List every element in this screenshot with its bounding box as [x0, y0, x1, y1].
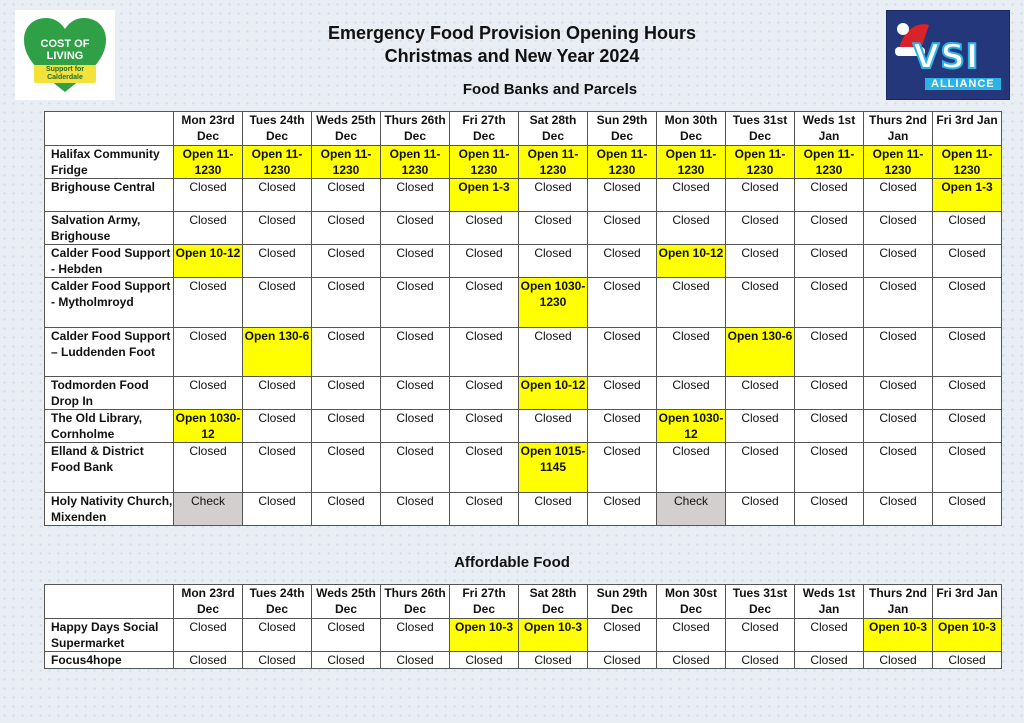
day-header: Thurs 2nd Jan — [864, 112, 933, 146]
hours-cell: Closed — [933, 493, 1002, 526]
hours-cell: Closed — [519, 245, 588, 278]
hours-cell: Open 1030-12 — [657, 410, 726, 443]
hours-cell: Closed — [864, 493, 933, 526]
hours-cell: Closed — [933, 212, 1002, 245]
day-header: Tues 24th Dec — [243, 585, 312, 619]
hours-cell: Closed — [933, 278, 1002, 328]
day-header: Mon 23rd Dec — [174, 585, 243, 619]
hours-cell: Closed — [933, 410, 1002, 443]
hours-cell: Closed — [657, 328, 726, 377]
hours-cell: Closed — [312, 410, 381, 443]
hours-cell: Open 10-12 — [519, 377, 588, 410]
hours-cell: Closed — [795, 179, 864, 212]
hours-cell: Closed — [588, 443, 657, 493]
hours-cell: Closed — [726, 377, 795, 410]
table-row — [45, 443, 1002, 493]
hours-cell: Open 10-3 — [519, 619, 588, 652]
hours-cell: Closed — [657, 377, 726, 410]
hours-cell: Closed — [726, 493, 795, 526]
location-name: Brighouse Central — [45, 179, 174, 212]
location-name: Calder Food Support - Hebden — [45, 245, 174, 278]
hours-cell: Closed — [933, 652, 1002, 669]
hours-cell: Closed — [795, 377, 864, 410]
hours-cell: Closed — [795, 443, 864, 493]
vsi-main-text: VSI — [913, 37, 980, 77]
hours-cell: Closed — [657, 212, 726, 245]
hours-cell: Open 11-1230 — [519, 146, 588, 179]
food-banks-heading: Food Banks and Parcels — [462, 81, 638, 98]
hours-cell: Closed — [174, 619, 243, 652]
hours-cell: Closed — [726, 179, 795, 212]
logo-line1: COST OF — [40, 38, 90, 50]
hours-cell: Open 1030-12 — [174, 410, 243, 443]
hours-cell: Closed — [588, 212, 657, 245]
hours-cell: Open 10-12 — [174, 245, 243, 278]
location-name: Calder Food Support – Luddenden Foot — [45, 328, 174, 377]
hours-cell: Closed — [519, 652, 588, 669]
logo-line2: LIVING — [46, 50, 84, 62]
hours-cell: Closed — [312, 328, 381, 377]
corner-cell — [45, 585, 174, 619]
hours-cell: Closed — [312, 493, 381, 526]
hours-cell: Open 1015-1145 — [519, 443, 588, 493]
table-row — [45, 212, 1002, 245]
table-row — [45, 377, 1002, 410]
hours-cell: Open 1-3 — [933, 179, 1002, 212]
hours-cell: Closed — [864, 278, 933, 328]
hours-cell: Open 11-1230 — [174, 146, 243, 179]
header-row — [45, 112, 1002, 146]
page-subtitle: Christmas and New Year 2024 — [384, 46, 640, 66]
hours-cell: Closed — [726, 278, 795, 328]
hours-cell: Closed — [174, 328, 243, 377]
hours-cell: Closed — [933, 443, 1002, 493]
location-name: Holy Nativity Church, Mixenden — [45, 493, 174, 526]
hours-cell: Open 11-1230 — [312, 146, 381, 179]
hours-cell: Closed — [588, 377, 657, 410]
hours-cell: Closed — [243, 619, 312, 652]
hours-cell: Closed — [864, 212, 933, 245]
hours-cell: Closed — [519, 212, 588, 245]
hours-cell: Closed — [243, 278, 312, 328]
hours-cell: Open 1-3 — [450, 179, 519, 212]
hours-cell: Closed — [174, 179, 243, 212]
hours-cell: Closed — [795, 328, 864, 377]
hours-cell: Closed — [174, 652, 243, 669]
hours-cell: Closed — [450, 212, 519, 245]
hours-cell: Closed — [588, 410, 657, 443]
hours-cell: Closed — [381, 493, 450, 526]
table-row — [45, 179, 1002, 212]
day-header: Fri 3rd Jan — [933, 585, 1002, 619]
hours-cell: Closed — [312, 179, 381, 212]
hours-cell: Closed — [519, 179, 588, 212]
food-banks-table — [44, 111, 1002, 526]
day-header: Tues 24th Dec — [243, 112, 312, 146]
location-name: Elland & District Food Bank — [45, 443, 174, 493]
hours-cell: Closed — [588, 179, 657, 212]
hours-cell: Closed — [243, 377, 312, 410]
day-header: Weds 25th Dec — [312, 112, 381, 146]
hours-cell: Closed — [450, 493, 519, 526]
location-name: Happy Days Social Supermarket — [45, 619, 174, 652]
hours-cell: Closed — [243, 493, 312, 526]
hours-cell: Closed — [312, 377, 381, 410]
hours-cell: Closed — [795, 493, 864, 526]
hours-cell: Open 1030-1230 — [519, 278, 588, 328]
hours-cell: Closed — [795, 278, 864, 328]
hours-cell: Closed — [312, 619, 381, 652]
location-name: Focus4hope — [45, 652, 174, 669]
table-row — [45, 146, 1002, 179]
hours-cell: Closed — [312, 278, 381, 328]
hours-cell: Closed — [450, 443, 519, 493]
hours-cell: Open 10-3 — [933, 619, 1002, 652]
hours-cell: Closed — [726, 652, 795, 669]
hours-cell: Closed — [243, 179, 312, 212]
day-header: Tues 31st Dec — [726, 585, 795, 619]
table-row — [45, 652, 1002, 669]
hours-cell: Closed — [864, 179, 933, 212]
hours-cell: Closed — [243, 443, 312, 493]
hours-cell: Closed — [588, 278, 657, 328]
hours-cell: Closed — [864, 245, 933, 278]
location-name: Halifax Community Fridge — [45, 146, 174, 179]
hours-cell: Closed — [174, 443, 243, 493]
hours-cell: Closed — [450, 278, 519, 328]
hours-cell: Closed — [795, 410, 864, 443]
corner-cell — [45, 112, 174, 146]
day-header: Sat 28th Dec — [519, 585, 588, 619]
hours-cell: Closed — [243, 410, 312, 443]
hours-cell: Open 10-3 — [864, 619, 933, 652]
hours-cell: Closed — [174, 212, 243, 245]
location-name: Salvation Army, Brighouse — [45, 212, 174, 245]
day-header: Thurs 26th Dec — [381, 585, 450, 619]
hours-cell: Closed — [243, 212, 312, 245]
day-header: Sat 28th Dec — [519, 112, 588, 146]
hours-cell: Open 11-1230 — [243, 146, 312, 179]
hours-cell: Open 11-1230 — [933, 146, 1002, 179]
hours-cell: Closed — [657, 443, 726, 493]
hours-cell: Open 11-1230 — [864, 146, 933, 179]
hours-cell: Closed — [588, 493, 657, 526]
hours-cell: Closed — [381, 278, 450, 328]
table-row — [45, 328, 1002, 377]
hours-cell: Closed — [795, 245, 864, 278]
hours-cell: Closed — [726, 212, 795, 245]
hours-cell: Closed — [726, 443, 795, 493]
hours-cell: Open 130-6 — [243, 328, 312, 377]
day-header: Fri 27th Dec — [450, 112, 519, 146]
hours-cell: Closed — [726, 619, 795, 652]
hours-cell: Closed — [450, 410, 519, 443]
location-name: Todmorden Food Drop In — [45, 377, 174, 410]
hours-cell: Closed — [381, 443, 450, 493]
hours-cell: Open 11-1230 — [381, 146, 450, 179]
hours-cell: Closed — [243, 652, 312, 669]
header-row — [45, 585, 1002, 619]
location-name: Calder Food Support - Mytholmroyd — [45, 278, 174, 328]
hours-cell: Closed — [381, 179, 450, 212]
hours-cell: Closed — [450, 328, 519, 377]
hours-cell: Closed — [795, 652, 864, 669]
hours-cell: Closed — [312, 212, 381, 245]
hours-cell: Closed — [588, 245, 657, 278]
hours-cell: Closed — [864, 328, 933, 377]
hours-cell: Open 10-12 — [657, 245, 726, 278]
hours-cell: Check — [174, 493, 243, 526]
hours-cell: Closed — [933, 328, 1002, 377]
hours-cell: Closed — [864, 410, 933, 443]
hours-cell: Open 10-3 — [450, 619, 519, 652]
hours-cell: Closed — [243, 245, 312, 278]
hours-cell: Closed — [381, 619, 450, 652]
affordable-food-table — [44, 584, 1002, 669]
hours-cell: Closed — [657, 278, 726, 328]
page-title: Emergency Food Provision Opening Hours — [327, 23, 697, 43]
day-header: Thurs 26th Dec — [381, 112, 450, 146]
day-header: Mon 30th Dec — [657, 112, 726, 146]
hours-cell: Closed — [312, 443, 381, 493]
hours-cell: Closed — [657, 619, 726, 652]
location-name: The Old Library, Cornholme — [45, 410, 174, 443]
hours-cell: Closed — [726, 245, 795, 278]
hours-cell: Closed — [381, 245, 450, 278]
hours-cell: Closed — [657, 179, 726, 212]
hours-cell: Closed — [312, 245, 381, 278]
hours-cell: Closed — [381, 377, 450, 410]
logo-ribbon: Support for Calderdale — [34, 65, 96, 83]
hours-cell: Closed — [588, 619, 657, 652]
hours-cell: Open 11-1230 — [657, 146, 726, 179]
hours-cell: Closed — [933, 245, 1002, 278]
hours-cell: Closed — [381, 652, 450, 669]
hours-cell: Closed — [450, 245, 519, 278]
hours-cell: Open 11-1230 — [726, 146, 795, 179]
hours-cell: Closed — [450, 652, 519, 669]
day-header: Thurs 2nd Jan — [864, 585, 933, 619]
hours-cell: Closed — [519, 410, 588, 443]
table-row — [45, 245, 1002, 278]
hours-cell: Closed — [795, 212, 864, 245]
day-header: Mon 30st Dec — [657, 585, 726, 619]
hours-cell: Closed — [864, 377, 933, 410]
hours-cell: Closed — [312, 652, 381, 669]
hours-cell: Open 11-1230 — [450, 146, 519, 179]
hours-cell: Closed — [450, 377, 519, 410]
vsi-sub-text: ALLIANCE — [925, 78, 1001, 90]
hours-cell: Closed — [588, 652, 657, 669]
affordable-food-heading: Affordable Food — [454, 554, 570, 571]
hours-cell: Closed — [519, 328, 588, 377]
hours-cell: Check — [657, 493, 726, 526]
hours-cell: Closed — [726, 410, 795, 443]
hours-cell: Closed — [519, 493, 588, 526]
table-row — [45, 619, 1002, 652]
hours-cell: Closed — [864, 652, 933, 669]
hours-cell: Closed — [795, 619, 864, 652]
hours-cell: Open 130-6 — [726, 328, 795, 377]
table-row — [45, 493, 1002, 526]
hours-cell: Closed — [657, 652, 726, 669]
hours-cell: Open 11-1230 — [795, 146, 864, 179]
day-header: Sun 29th Dec — [588, 112, 657, 146]
day-header: Weds 25th Dec — [312, 585, 381, 619]
hours-cell: Open 11-1230 — [588, 146, 657, 179]
hours-cell: Closed — [174, 278, 243, 328]
day-header: Weds 1st Jan — [795, 585, 864, 619]
day-header: Weds 1st Jan — [795, 112, 864, 146]
hours-cell: Closed — [933, 377, 1002, 410]
hours-cell: Closed — [381, 212, 450, 245]
hours-cell: Closed — [381, 410, 450, 443]
hours-cell: Closed — [588, 328, 657, 377]
hours-cell: Closed — [174, 377, 243, 410]
day-header: Fri 27th Dec — [450, 585, 519, 619]
table-row — [45, 278, 1002, 328]
day-header: Tues 31st Dec — [726, 112, 795, 146]
hours-cell: Closed — [381, 328, 450, 377]
table-row — [45, 410, 1002, 443]
day-header: Fri 3rd Jan — [933, 112, 1002, 146]
day-header: Mon 23rd Dec — [174, 112, 243, 146]
hours-cell: Closed — [864, 443, 933, 493]
day-header: Sun 29th Dec — [588, 585, 657, 619]
